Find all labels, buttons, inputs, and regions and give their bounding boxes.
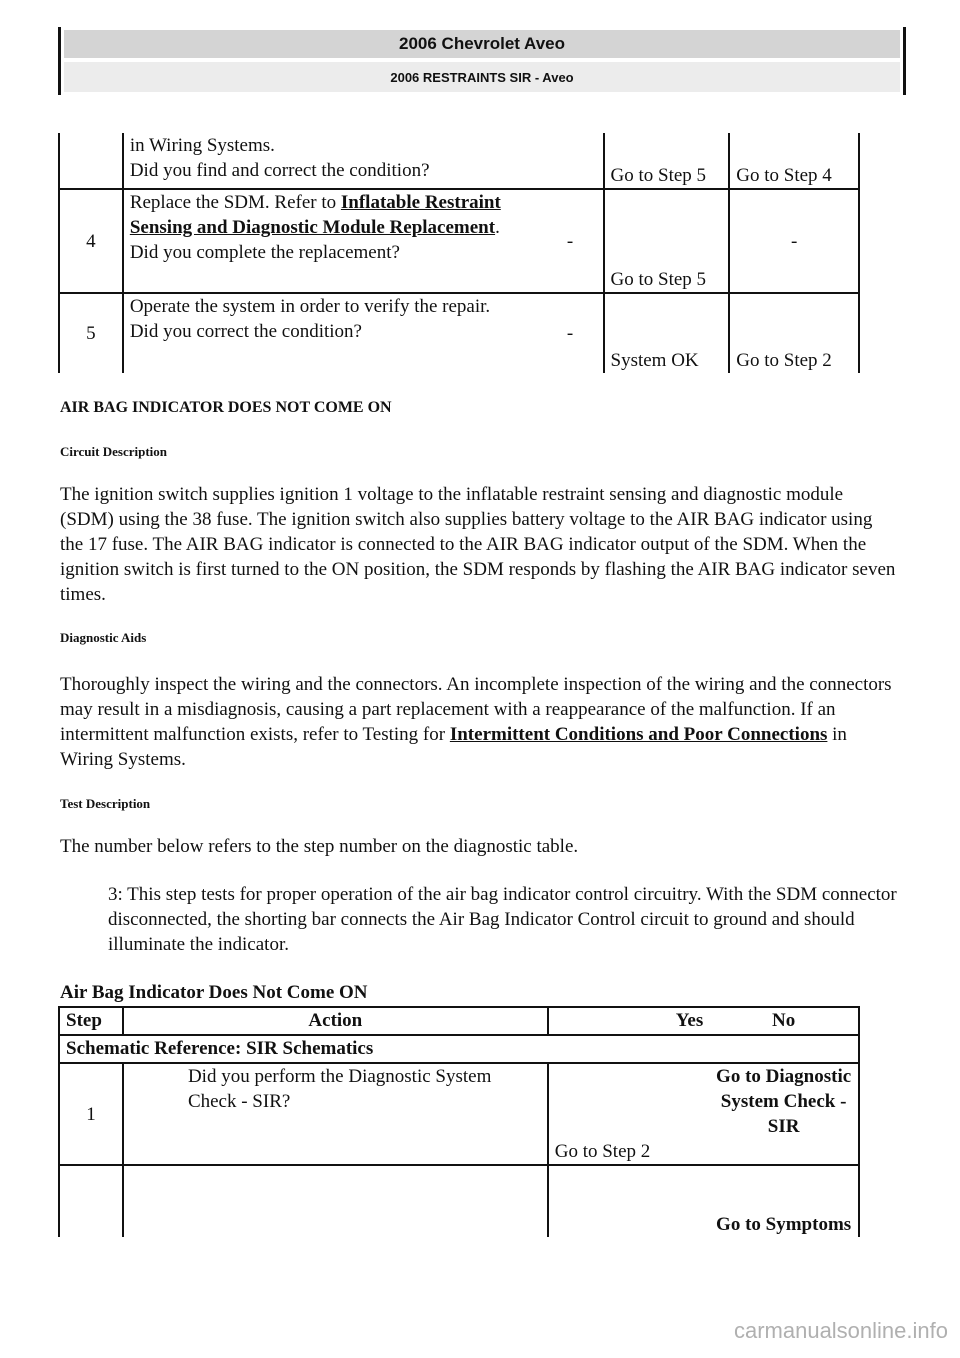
inflatable-restraint-sdm-replacement-link[interactable]: Inflatable Restraint Sensing and Diagnostic Module Replacement xyxy=(129,192,501,238)
action-question: Did you find and correct the condition? xyxy=(129,160,430,181)
yes-cell xyxy=(604,189,730,293)
no-cell xyxy=(709,1165,859,1237)
action-text-end: . xyxy=(495,217,500,238)
step-cell xyxy=(59,133,123,189)
document-subtitle: 2006 RESTRAINTS SIR - Aveo xyxy=(64,62,900,92)
action-cell xyxy=(123,133,538,189)
no-cell: - xyxy=(729,189,859,293)
step-cell: 1 xyxy=(59,1063,123,1165)
action-cell xyxy=(123,293,538,373)
circuit-description-text: The ignition switch supplies ignition 1 voltage to the inflatable restraint sensing and diagnostic module (SDM) using the 38 fuse. The ignition switch also supplies battery voltage to the AIR BAG indicator using the 17 fuse. The AIR BAG indicator is connected to the AIR BAG indicator output of the SDM. When the ignition switch is first turned to the ON position, the SDM responds by flashing the AIR BAG indicator seven times. xyxy=(60,484,896,605)
site-watermark: carmanualsonline.info xyxy=(733,1318,948,1343)
diagnostic-aids-tail: in Wiring Systems. xyxy=(60,724,847,770)
intermittent-conditions-link[interactable]: Intermittent Conditions and Poor Connections xyxy=(449,724,828,745)
schematic-reference: Schematic Reference: SIR Schematics xyxy=(59,1035,859,1063)
table-row xyxy=(59,133,859,189)
action-question: Did you complete the replacement? xyxy=(129,242,400,263)
action-text: in Wiring Systems. xyxy=(129,135,275,156)
test-description-intro: The number below refers to the step number on the diagnostic table. xyxy=(60,836,579,857)
values-cell: - xyxy=(538,189,604,293)
step-cell: 4 xyxy=(59,189,123,293)
test-description-heading: Test Description xyxy=(60,796,151,811)
action-question: Did you correct the condition? xyxy=(129,321,362,342)
yes-text: Go to Step 2 xyxy=(554,1141,651,1162)
yes-cell xyxy=(548,1165,709,1237)
action-cell: Did you perform the Diagnostic System Check - SIR? xyxy=(123,1063,548,1165)
yes-cell xyxy=(548,1063,709,1165)
no-cell xyxy=(709,1063,859,1165)
diagnostic-aids-text xyxy=(60,672,900,772)
values-cell xyxy=(538,133,604,189)
no-text: Go to Step 4 xyxy=(736,165,832,186)
no-cell xyxy=(729,293,859,373)
yes-cell xyxy=(604,133,730,189)
section-title: AIR BAG INDICATOR DOES NOT COME ON xyxy=(60,399,392,416)
table-row xyxy=(59,1063,859,1165)
diagnostic-aids-body: Thoroughly inspect the wiring and the connectors. An incomplete inspection of the wiring and the connectors may result in a misdiagnosis, causing a part replacement with a reappearance of the malfunction. If an intermittent malfunction exists, refer to Testing for xyxy=(60,674,892,745)
yes-cell xyxy=(604,293,730,373)
action-text: Operate the system in order to verify the repair. xyxy=(129,296,491,317)
circuit-description-heading: Circuit Description xyxy=(60,444,167,459)
diagnostic-table-continued xyxy=(58,133,860,373)
yes-text: Go to Step 5 xyxy=(610,269,707,290)
action-text: Replace the SDM. Refer to xyxy=(129,192,341,213)
header-yes: Yes xyxy=(548,1007,709,1035)
no-text: Go to Step 2 xyxy=(736,350,832,371)
step-cell xyxy=(59,1165,123,1237)
values-cell: - xyxy=(538,293,604,373)
header-action: Action xyxy=(123,1007,548,1035)
symptoms-link[interactable]: Go to Symptoms xyxy=(716,1214,852,1235)
document-title: 2006 Chevrolet Aveo xyxy=(64,30,900,58)
header-no: No xyxy=(709,1007,859,1035)
schematic-row xyxy=(59,1035,859,1063)
table-header-row xyxy=(59,1007,859,1035)
step-cell: 5 xyxy=(59,293,123,373)
table-caption: Air Bag Indicator Does Not Come ON xyxy=(60,982,368,1003)
table-row xyxy=(59,293,859,373)
action-cell xyxy=(123,1165,548,1237)
diagnostic-aids-heading: Diagnostic Aids xyxy=(60,630,147,645)
table-row xyxy=(59,189,859,293)
air-bag-indicator-table xyxy=(58,1006,860,1237)
diagnostic-system-check-link[interactable]: Go to Diagnostic System Check - SIR xyxy=(716,1066,852,1137)
table-row xyxy=(59,1165,859,1237)
action-cell xyxy=(123,189,538,293)
yes-text: Go to Step 5 xyxy=(610,165,707,186)
test-description-item: 3: This step tests for proper operation of the air bag indicator control circuitry. With the SDM connector disconnected, the shorting bar connects the Air Bag Indicator Control circuit to ground and should illuminate the indicator. xyxy=(108,884,897,955)
header-step: Step xyxy=(59,1007,123,1035)
no-cell xyxy=(729,133,859,189)
yes-text: System OK xyxy=(610,350,699,371)
